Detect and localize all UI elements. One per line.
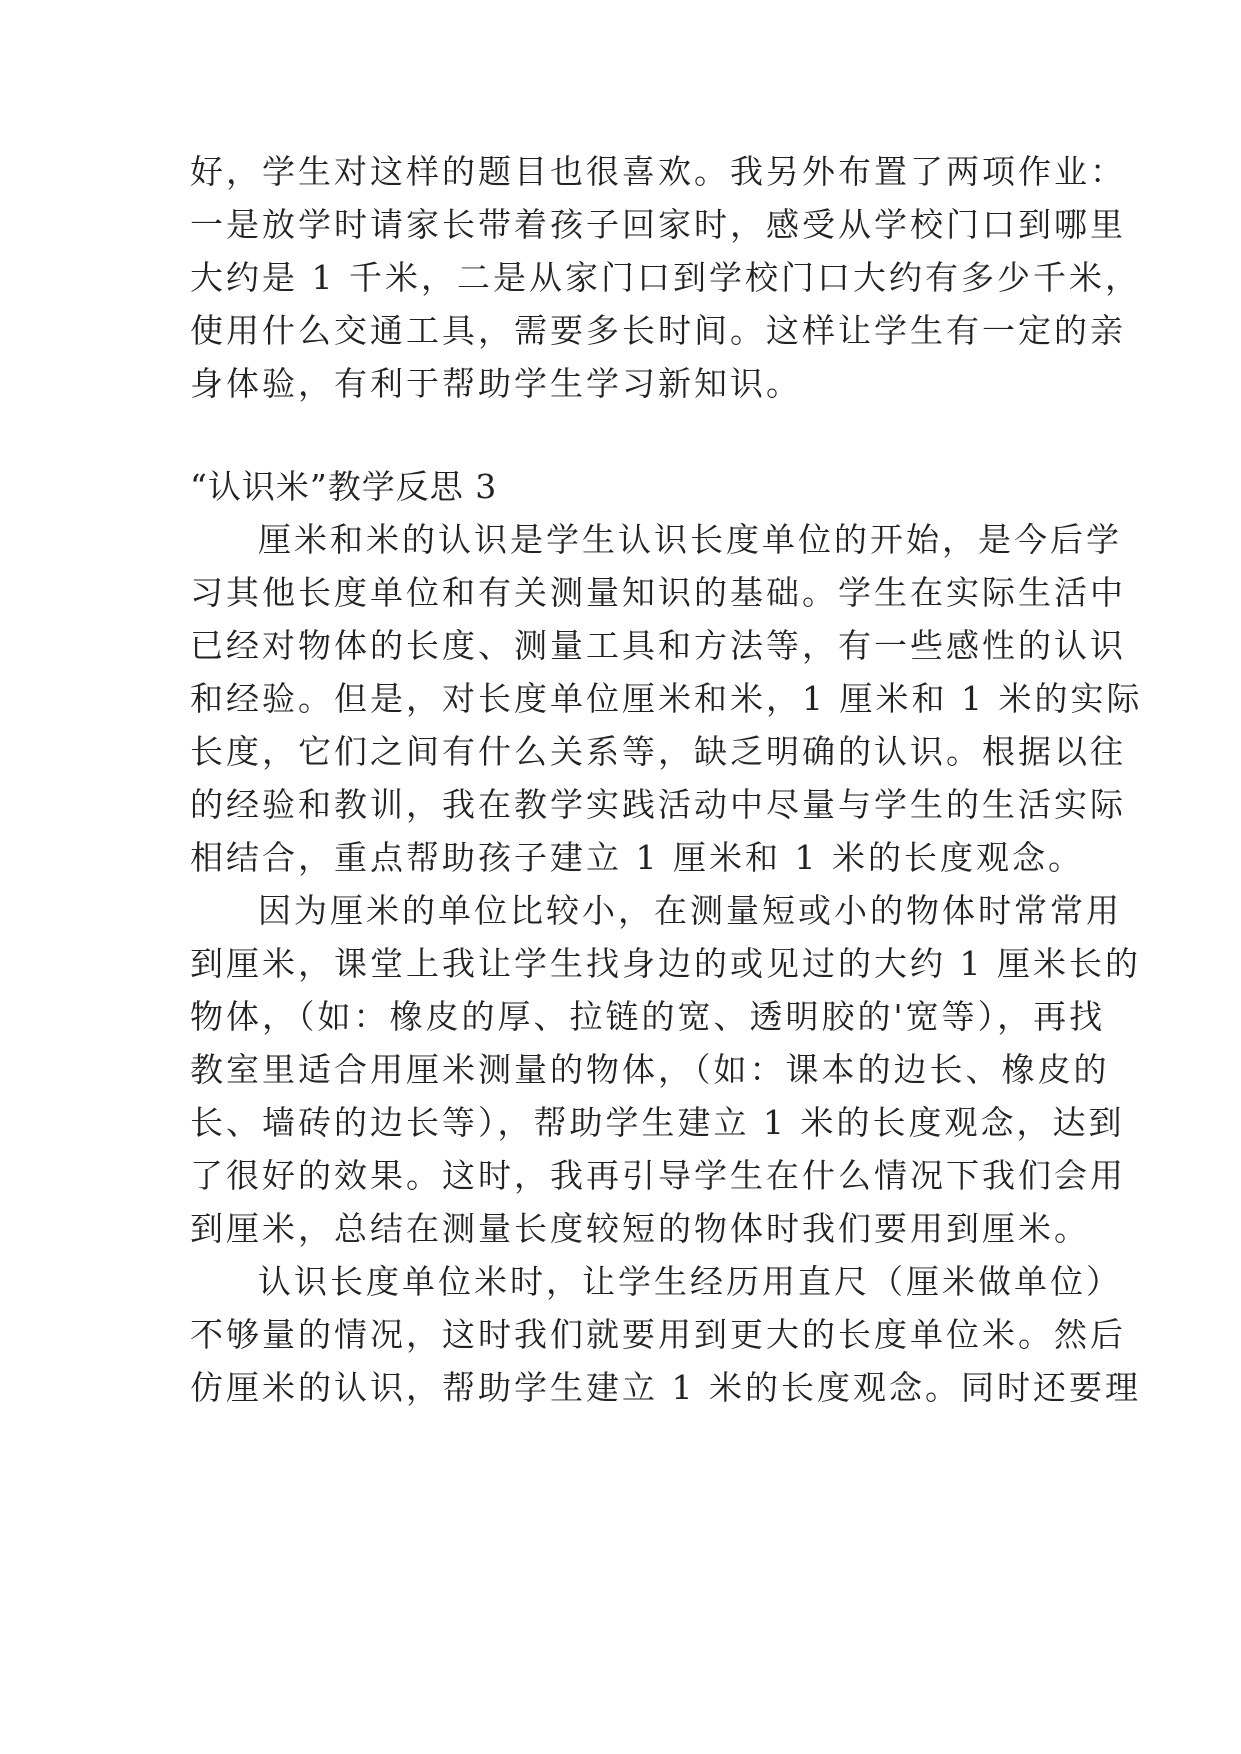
section-heading: “认识米”教学反思 3 xyxy=(190,467,498,506)
text-line: 身体验，有利于帮助学生学习新知识。 xyxy=(190,364,802,403)
text-line: 教室里适合用厘米测量的物体，（如：课本的边长、橡皮的 xyxy=(190,1050,1110,1089)
text-line: 认识长度单位米时，让学生经历用直尺（厘米做单位） xyxy=(258,1262,1122,1301)
text-line: 到厘米，总结在测量长度较短的物体时我们要用到厘米。 xyxy=(190,1209,1090,1248)
text-line: 好，学生对这样的题目也很喜欢。我另外布置了两项作业： xyxy=(190,152,1126,191)
text-line: 物体，（如：橡皮的厚、拉链的宽、透明胶的'宽等），再找 xyxy=(190,997,1106,1036)
text-line: 大约是 1 千米，二是从家门口到学校门口大约有多少千米， xyxy=(190,258,1141,297)
text-line: 使用什么交通工具，需要多长时间。这样让学生有一定的亲 xyxy=(190,311,1126,350)
text-line: 已经对物体的长度、测量工具和方法等，有一些感性的认识 xyxy=(190,626,1126,665)
text-line: 和经验。但是，对长度单位厘米和米，1 厘米和 1 米的实际 xyxy=(190,679,1143,718)
text-line: 长、墙砖的边长等），帮助学生建立 1 米的长度观念，达到 xyxy=(190,1103,1125,1142)
text-line: 了很好的效果。这时，我再引导学生在什么情况下我们会用 xyxy=(190,1156,1126,1195)
text-line: 厘米和米的认识是学生认识长度单位的开始，是今后学 xyxy=(258,520,1122,559)
text-line: 习其他长度单位和有关测量知识的基础。学生在实际生活中 xyxy=(190,573,1126,612)
text-line: 不够量的情况，这时我们就要用到更大的长度单位米。然后 xyxy=(190,1315,1126,1354)
text-line: 仿厘米的认识，帮助学生建立 1 米的长度观念。同时还要理 xyxy=(190,1368,1141,1407)
text-line: 到厘米，课堂上我让学生找身边的或见过的大约 1 厘米长的 xyxy=(190,944,1141,983)
text-line: 的经验和教训，我在教学实践活动中尽量与学生的生活实际 xyxy=(190,785,1126,824)
text-line: 长度，它们之间有什么关系等，缺乏明确的认识。根据以往 xyxy=(190,732,1126,771)
text-line: 因为厘米的单位比较小，在测量短或小的物体时常常用 xyxy=(258,891,1122,930)
text-line: 一是放学时请家长带着孩子回家时，感受从学校门口到哪里 xyxy=(190,205,1126,244)
text-line: 相结合，重点帮助孩子建立 1 厘米和 1 米的长度观念。 xyxy=(190,838,1084,877)
